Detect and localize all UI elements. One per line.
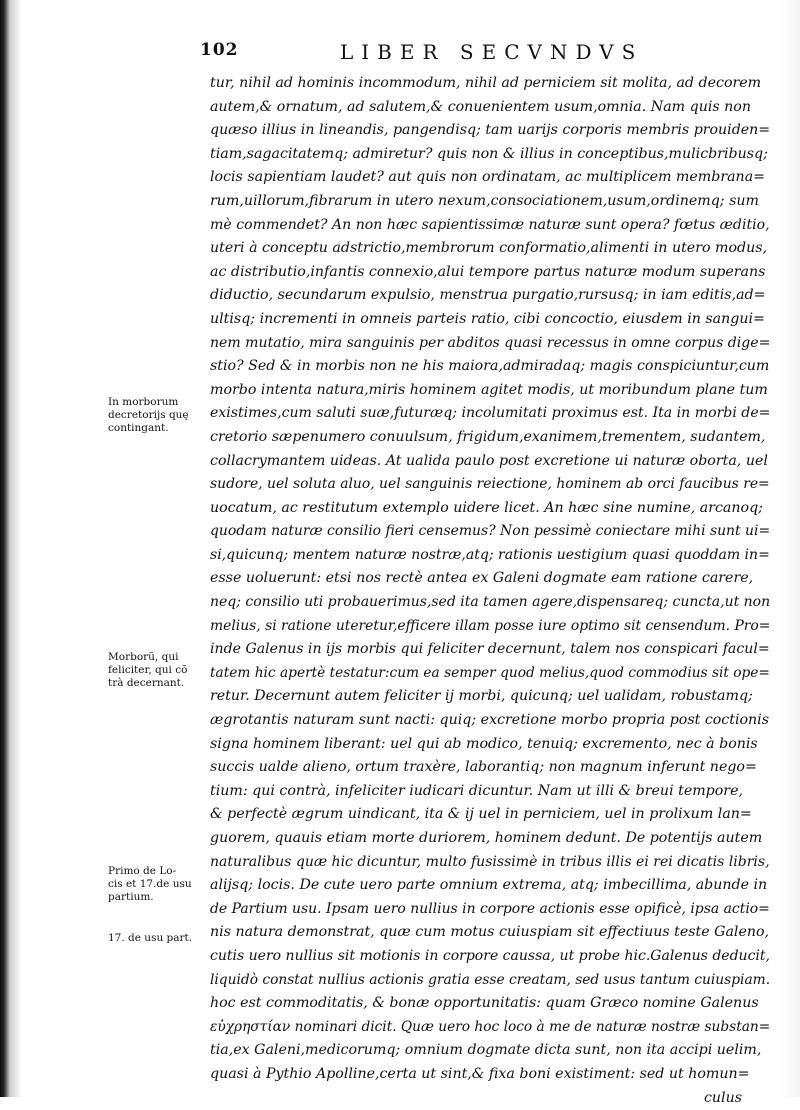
text-line: tur, nihil ad hominis incommodum, nihil ad perniciem sit molita, ad decorem	[210, 75, 762, 91]
text-line: retur. Decernunt autem feliciter ij morbi, quicunq; uel ualidam, robustamq;	[210, 688, 753, 705]
margin-note-line: trà decernant.	[108, 677, 185, 689]
text-line: tiam,sagacitatemq; admiretur? quis non & illius in conceptibus,mulicbribusq;	[210, 145, 768, 162]
text-line: quæso illius in lineandis, pangendisq; tam uarijs corporis membris prouiden=	[210, 122, 771, 139]
body-text	[210, 72, 770, 1110]
text-line: uocatum, ac restitutum extemplo uidere licet. An hæc sine numine, arcanoq;	[210, 499, 763, 516]
text-line: stio? Sed & in morbis non ne his maiora,admiradaq; magis conspiciuntur,cum	[210, 358, 770, 375]
text-line: melius, si ratione uteretur,efficere illam posse iure optimo sit censendum. Pro=	[210, 617, 771, 634]
margin-note-line: In morborum	[108, 396, 179, 408]
text-line: cretorio sæpenumero conuulsum, frigidum,exanimem,trementem, sudantem,	[210, 428, 766, 445]
text-line: autem,& ornatum, ad salutem,& conuenientem usum,omnia. Nam quis non	[210, 98, 751, 115]
text-line: neq; consilio uti probauerimus,sed ita tamen agere,dispensareq; cuncta,ut non	[210, 594, 771, 611]
text-line: guorem, quauis etiam morte duriorem, hominem dedunt. De potentijs autem	[210, 830, 763, 846]
text-line: quodam naturæ consilio fieri censemus? Non pessimè coniectare mihi sunt ui=	[210, 523, 771, 540]
margin-note	[108, 651, 204, 690]
text-line: naturalibus quæ hic dicuntur, multo fusissimè in tribus illis ei rei dicatis libris,	[210, 853, 770, 870]
text-line: alijsq; locis. De cute uero parte omnium extrema, atq; imbecillima, abunde in	[210, 877, 768, 894]
text-line: tium: qui contrà, infeliciter iudicari dicuntur. Nam ut illi & breui tempore,	[210, 782, 743, 799]
text-line: ægrotantis naturam sunt nacti: quiq; excretione morbo propria post coctionis	[210, 712, 769, 729]
text-line: inde Galenus in ijs morbis qui feliciter decernunt, talem nos conspicari facul=	[210, 641, 770, 658]
text-line: cutis uero nullius sit motionis in corpore caussa, ut probe hic.Galenus deducit,	[210, 947, 770, 964]
text-line: existimes,cum saluti suæ,futuræq; incolumitati proximus est. Ita in morbi de=	[210, 405, 771, 422]
margin-note-line: decretorijs quę	[108, 409, 189, 421]
margin-note	[108, 865, 204, 904]
text-line: hoc est commoditatis, & bonæ opportunitatis: quam Græco nomine Galenus	[210, 995, 759, 1012]
page-number: 102	[200, 40, 239, 60]
margin-note-line: Primo de Lo-	[108, 865, 177, 877]
text-line: collacrymantem uideas. At ualida paulo post excretione ui naturæ oborta, uel	[210, 452, 768, 469]
text-line: morbo intenta natura,miris hominem agitet modis, ut moribundum plane tum	[210, 381, 768, 398]
margin-note-line: contingant.	[108, 422, 169, 434]
margin-note-line: 17. de usu part.	[108, 932, 193, 944]
text-line: succis ualde alieno, ortum traxère, laborantiq; non magnum inferunt nego=	[210, 759, 757, 776]
text-line: uteri à conceptu adstrictio,membrorum conformatio,alimenti in utero modus,	[210, 240, 768, 257]
text-line: tatem hic apertè testatur:cum ea semper quod melius,quod commodius sit ope=	[210, 664, 770, 681]
margin-note-line: partium.	[108, 891, 154, 903]
text-line: liquidò constat nullius actionis gratia esse creatam, sed usus tantum cuiuspiam.	[210, 971, 771, 988]
text-line: de Partium usu. Ipsam uero nullius in corpore actionis esse opificè, ipsa actio=	[210, 900, 770, 917]
text-line: quasi à Pythio Apolline,certa ut sint,& fixa boni existiment: sed ut homun=	[210, 1065, 750, 1082]
text-line: rum,uillorum,fibrarum in utero nexum,consociationem,usum,ordinemq; sum	[210, 192, 759, 209]
text-line: nem mutatio, mira sanguinis per abditos quasi recessus in omne corpus dige=	[210, 334, 771, 351]
text-line: si,quicunq; mentem naturæ nostræ,atq; rationis uestigium quasi quoddam in=	[210, 546, 770, 563]
text-line: nis natura demonstrat, quæ cum motus cuiuspiam sit effectiuus teste Galeno,	[210, 924, 770, 941]
margin-note-line: feliciter, qui cõ	[108, 664, 188, 676]
margin-note	[108, 932, 204, 945]
text-line: tia,ex Galeni,medicorumq; omnium dogmate dicta sunt, non ita accipi uelim,	[210, 1042, 762, 1059]
text-line: diductio, secundarum expulsio, menstrua purgatio,rursusq; in iam editis,ad=	[210, 287, 766, 304]
margin-note-line: cis et 17.de usu	[108, 878, 192, 890]
text-line: εὐχρηστίαν nominari dicit. Quæ uero hoc loco à me de naturæ nostræ substan=	[210, 1018, 771, 1035]
running-head: LIBER SECVNDVS	[340, 40, 644, 64]
text-line: ultisq; incrementi in omneis parteis ratio, cibi concoctio, eiusdem in sangui=	[210, 310, 765, 327]
text-line: & perfectè ægrum uindicant, ita & ij uel in perniciem, uel in prolixum lan=	[210, 806, 752, 823]
margin-note-line: Morborũ, qui	[108, 651, 179, 663]
text-line: signa hominem liberant: uel qui ab modico, tenuiq; excremento, nec à bonis	[210, 735, 758, 752]
text-line: ac distributio,infantis connexio,alui tempore partus naturæ modum superans	[210, 263, 766, 280]
text-line: sudore, uel soluta aluo, uel sanguinis reiectione, hominem ab orci faucibus re=	[210, 476, 770, 493]
text-line: locis sapientiam laudet? aut quis non ordinatam, ac multiplicem membrana=	[210, 169, 766, 186]
page-header	[200, 40, 760, 66]
text-line: esse uoluerunt: etsi nos rectè antea ex Galeni dogmate eam ratione carere,	[210, 570, 754, 587]
margin-note	[108, 396, 204, 435]
text-line: mè commendet? An non hæc sapientissimæ naturæ sunt opera? fœtus æditio,	[210, 216, 770, 233]
catchword: culus	[703, 1089, 742, 1106]
